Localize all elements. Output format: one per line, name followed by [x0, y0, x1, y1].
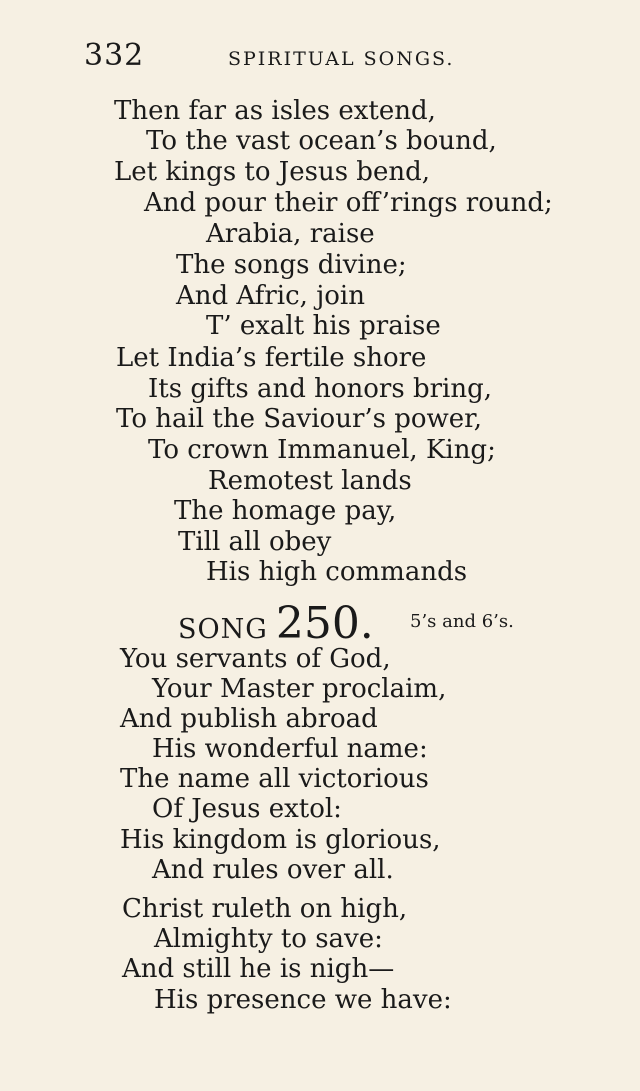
verse-line: His kingdom is glorious, — [120, 825, 441, 855]
verse-line: Remotest lands — [208, 466, 412, 496]
verse-line: To the vast ocean’s bound, — [146, 126, 497, 156]
song-heading — [178, 598, 374, 649]
verse-line: And rules over all. — [152, 855, 394, 885]
verse-line: Let kings to Jesus bend, — [114, 157, 430, 187]
verse-line: The songs divine; — [176, 250, 407, 280]
verse-line: The homage pay, — [174, 496, 397, 526]
page-number: 332 — [84, 38, 145, 73]
verse-line: Your Master proclaim, — [152, 674, 447, 704]
verse-line: Christ ruleth on high, — [122, 894, 408, 924]
verse-line: T’ exalt his praise — [206, 311, 441, 341]
running-title: SPIRITUAL SONGS. — [228, 48, 455, 70]
song-number: 250. — [275, 598, 374, 649]
verse-line: Till all obey — [178, 527, 332, 557]
song-label: SONG — [178, 614, 268, 645]
verse-line: Of Jesus extol: — [152, 794, 342, 824]
verse-line: And publish abroad — [120, 704, 378, 734]
verse-line: Then far as isles extend, — [114, 96, 436, 126]
verse-line: To crown Immanuel, King; — [148, 435, 496, 465]
verse-line: To hail the Saviour’s power, — [116, 404, 483, 434]
verse-line: His wonderful name: — [152, 734, 428, 764]
verse-line: And Afric, join — [176, 281, 365, 311]
verse-line: His high commands — [206, 557, 468, 587]
verse-line: And still he is nigh— — [122, 954, 395, 984]
verse-line: Its gifts and honors bring, — [148, 374, 492, 404]
verse-line: And pour their off’rings round; — [144, 188, 553, 218]
verse-line: The name all victorious — [120, 764, 429, 794]
song-meter: 5’s and 6’s. — [410, 611, 514, 632]
verse-line: Arabia, raise — [206, 219, 375, 249]
verse-line: Almighty to save: — [154, 924, 383, 954]
verse-line: His presence we have: — [154, 985, 452, 1015]
verse-line: You servants of God, — [120, 644, 391, 674]
verse-line: Let India’s fertile shore — [116, 343, 427, 373]
